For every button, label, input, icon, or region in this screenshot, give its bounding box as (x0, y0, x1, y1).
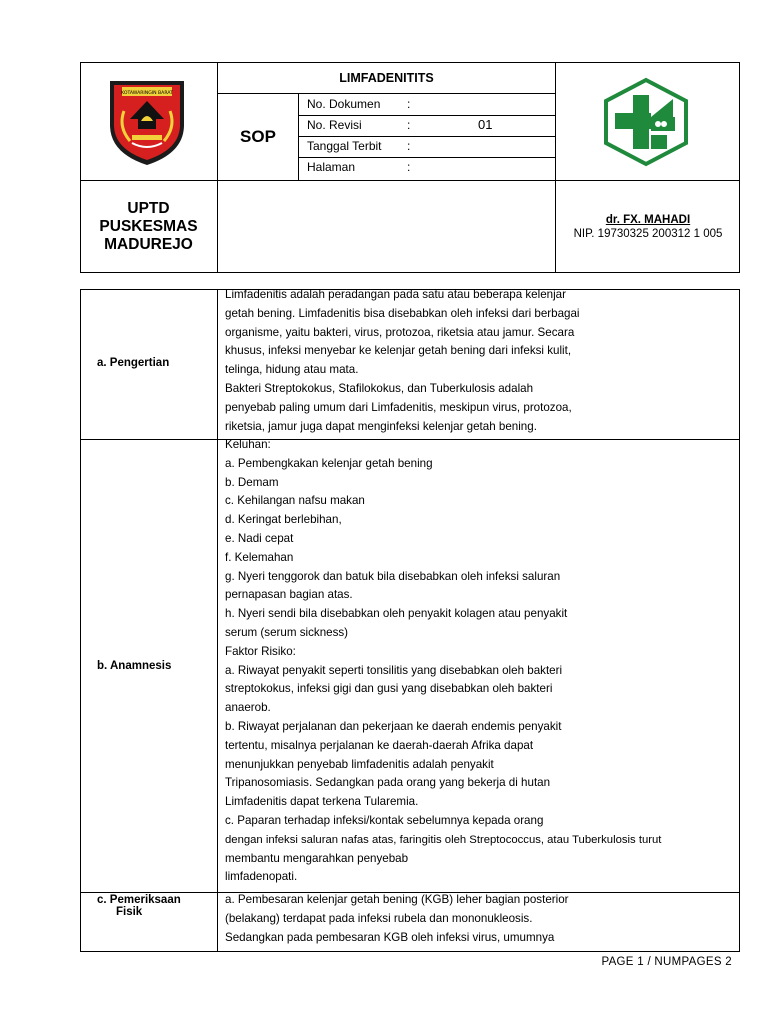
text-line: d. Keringat berlebihan, (225, 513, 342, 527)
signatory (556, 181, 740, 273)
puskesmas-cross-icon (600, 76, 692, 168)
signatory-nip: NIP. 19730325 200312 1 005 (573, 228, 723, 240)
text-line: b. Demam (225, 475, 279, 489)
text-line: telinga, hidung atau mata. (225, 363, 359, 377)
header-table (80, 62, 740, 273)
divider (299, 136, 555, 137)
text-line: e. Nadi cepat (225, 531, 294, 545)
info-value-revisi: 01 (478, 117, 493, 132)
text-line: serum (serum sickness) (225, 625, 349, 639)
info-label-dokumen: No. Dokumen (307, 97, 381, 111)
info-sep: : (407, 139, 411, 153)
signatory-name: dr. FX. MAHADI (605, 214, 691, 226)
org-line: UPTD (127, 200, 170, 217)
text-line: Limfadenitis dapat terkena Tularemia. (225, 795, 419, 809)
section-label-line: Fisik (116, 906, 143, 918)
text-line: membantu mengarahkan penyebab (225, 851, 409, 865)
org-line: MADUREJO (104, 236, 193, 253)
text-line: tertentu, misalnya perjalanan ke daerah-daerah Afrika dapat (225, 738, 534, 752)
text-line: (belakang) terdapat pada infeksi rubela dan mononukleosis. (225, 911, 533, 925)
divider (298, 94, 299, 180)
text-line: Faktor Risiko: (225, 644, 296, 658)
text-line: Tripanosomiasis. Sedangkan pada orang yang bekerja di hutan (225, 776, 551, 790)
info-label-revisi: No. Revisi (307, 118, 362, 132)
page-number: PAGE 1 / NUMPAGES 2 (601, 956, 732, 968)
text-line: Bakteri Streptokokus, Stafilokokus, dan Tuberkulosis adalah (225, 381, 534, 395)
text-line: Sedangkan pada pembesaran KGB oleh infeksi virus, umumnya (225, 930, 555, 944)
text-line: anaerob. (225, 701, 271, 715)
doc-title: LIMFADENITITS (339, 70, 434, 85)
info-label-halaman: Halaman (307, 160, 356, 174)
info-label-tanggal: Tanggal Terbit (307, 139, 382, 153)
text-line: getah bening. Limfadenitis bisa disebabkan oleh infeksi dari berbagai (225, 306, 580, 320)
text-line: c. Paparan terhadap infeksi/kontak sebelumnya kepada orang (225, 813, 544, 827)
text-line: a. Riwayat penyakit seperti tonsilitis yang disebabkan oleh bakteri (225, 663, 563, 677)
section-label-anamnesis: b. Anamnesis (97, 660, 172, 672)
text-line: c. Kehilangan nafsu makan (225, 494, 365, 508)
regency-crest-icon (102, 75, 192, 167)
text-line: a. Pembesaran kelenjar getah bening (KGB) leher bagian posterior (225, 893, 569, 906)
text-line: menunjukkan penyebab limfadenitis adalah penyakit (225, 757, 494, 771)
text-line: Keluhan: (225, 438, 271, 451)
text-line: riketsia, jamur juga dapat menginfeksi kelenjar getah bening. (225, 419, 537, 433)
text-line: pernapasan bagian atas. (225, 588, 353, 602)
section-label-pemeriksaan (97, 894, 181, 918)
content-table (80, 289, 740, 952)
divider (299, 157, 555, 158)
text-line: a. Pembengkakan kelenjar getah bening (225, 456, 433, 470)
org-name (80, 181, 217, 273)
text-line: f. Kelemahan (225, 550, 294, 564)
text-line: b. Riwayat perjalanan dan pekerjaan ke daerah endemis penyakit (225, 719, 562, 733)
section-label-line: c. Pemeriksaan (97, 894, 181, 906)
section-text-pengertian (225, 286, 737, 436)
text-line: dengan infeksi saluran nafas atas, faringitis oleh Streptococcus, atau Tuberkulosis turut (225, 833, 662, 846)
text-line: khusus, infeksi menyebar ke kelenjar getah bening dari infeksi kulit, (225, 344, 572, 358)
info-sep: : (407, 160, 411, 174)
org-line: PUSKESMAS (99, 218, 198, 235)
text-line: Limfadenitis adalah peradangan pada satu atau beberapa kelenjar (225, 288, 566, 301)
section-text-anamnesis (225, 436, 737, 887)
text-line: streptokokus, infeksi gigi dan gusi yang disebabkan oleh bakteri (225, 682, 553, 696)
text-line: h. Nyeri sendi bila disebabkan oleh penyakit kolagen atau penyakit (225, 607, 568, 621)
text-line: limfadenopati. (225, 870, 298, 884)
section-text-pemeriksaan (225, 891, 737, 947)
info-sep: : (407, 118, 411, 132)
doc-type: SOP (240, 127, 276, 146)
divider (299, 115, 555, 116)
section-label-pengertian: a. Pengertian (97, 357, 170, 369)
text-line: penyebab paling umum dari Limfadenitis, meskipun virus, protozoa, (225, 400, 572, 414)
info-sep: : (407, 97, 411, 111)
text-line: organisme, yaitu bakteri, virus, protozoa, riketsia atau jamur. Secara (225, 325, 575, 339)
svg-text:KOTAWARINGIN BARAT: KOTAWARINGIN BARAT (121, 91, 173, 96)
divider (217, 289, 218, 952)
text-line: g. Nyeri tenggorok dan batuk bila disebabkan oleh infeksi saluran (225, 569, 561, 583)
